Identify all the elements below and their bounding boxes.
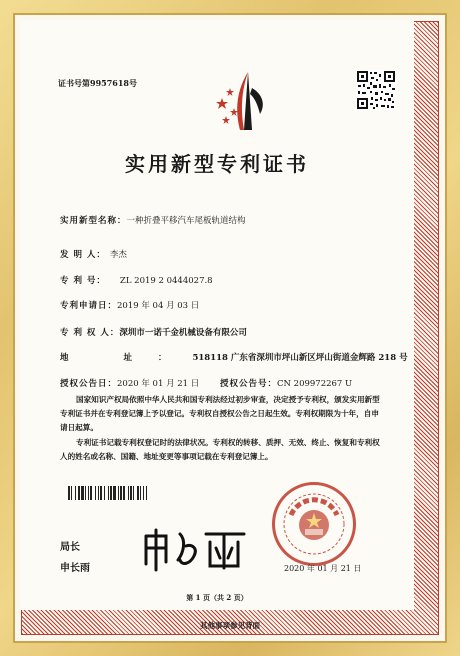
seal-date: 2020 年 01 月 21 日 [284, 564, 362, 573]
certificate-paper [20, 20, 414, 610]
field-holder [60, 320, 247, 339]
seal-emblem-icon [275, 485, 353, 563]
field-inventor-value: 李杰 [109, 250, 127, 260]
paragraph-grant-statement: 国家知识产权局依照中华人民共和国专利法经过初步审查，决定授予专利权，颁发实用新型专利证书并在专利登记簿上予以登记。专利权自授权公告之日起生效。专利权期限为十年，自申请日起算。 [60, 395, 380, 432]
field-patent-number [60, 268, 213, 287]
field-patent-number-value: ZL 2019 2 0444027.8 [119, 276, 213, 286]
field-name [60, 208, 246, 227]
director-name: 申长雨 [60, 563, 90, 574]
field-grant-number-value: CN 209972267 U [277, 379, 353, 389]
paragraph-legal-status: 专利证书记载专利权登记时的法律状况。专利权的转移、质押、无效、终止、恢复和专利权人的姓名或名称、国籍、地址变更等事项记载在专利登记簿上。 [60, 438, 380, 461]
footer-note: 其他事项参见背面 [200, 621, 260, 630]
field-filing-date-label: 专利申请日： [60, 301, 118, 311]
certificate-title: 实用新型专利证书 [125, 152, 309, 176]
page-info: 第 1 页（共 2 页） [186, 593, 248, 602]
qr-code [356, 70, 396, 110]
director-title: 局长 [60, 542, 80, 553]
cert-number-suffix: 号 [128, 78, 137, 88]
official-seal [272, 482, 356, 566]
director-signature [140, 526, 250, 574]
cnipa-logo [208, 68, 276, 136]
field-name-value: 一种折叠平移汽车尾板轨道结构 [126, 216, 246, 226]
field-grant-date [60, 371, 199, 390]
field-address [60, 345, 408, 364]
field-grant-number [220, 371, 352, 390]
field-name-label: 实用新型名称： [60, 216, 127, 226]
field-address-value: 518118 广东省深圳市坪山新区坪山街道金辉路 218 号 [192, 353, 408, 363]
cert-number-label: 证书号第 [58, 78, 90, 88]
field-inventor-label: 发 明 人： [60, 250, 106, 260]
field-address-label: 地 址： [60, 353, 193, 363]
field-grant-number-label: 授权公告号： [220, 379, 278, 389]
field-filing-date-value: 2019 年 04 月 03 日 [117, 301, 200, 311]
field-holder-value: 深圳市一诺千金机械设备有限公司 [119, 328, 247, 338]
barcode [68, 486, 218, 500]
field-grant-date-value: 2020 年 01 月 21 日 [117, 379, 200, 389]
cert-number [58, 78, 137, 89]
field-inventor [60, 242, 127, 261]
field-patent-number-label: 专 利 号： [60, 276, 106, 286]
field-holder-label: 专 利 权 人： [60, 328, 120, 338]
cert-number-value: 9957618 [90, 78, 129, 88]
field-grant-date-label: 授权公告日： [60, 379, 118, 389]
field-filing-date [60, 293, 199, 312]
